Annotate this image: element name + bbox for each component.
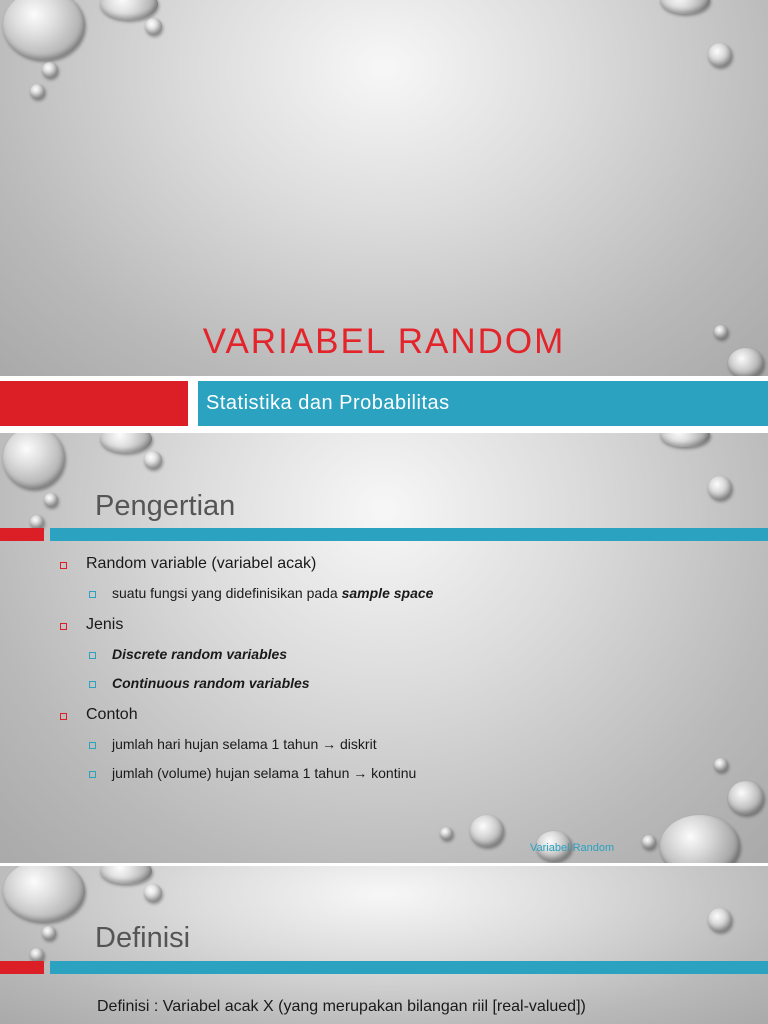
water-drop xyxy=(100,0,158,20)
water-drop xyxy=(42,926,56,940)
water-drop xyxy=(3,0,85,60)
water-drop xyxy=(144,884,162,902)
water-drop xyxy=(3,866,85,922)
sub-bullet-item xyxy=(86,675,738,706)
water-drop xyxy=(440,827,453,840)
bullet-square-icon xyxy=(89,771,96,778)
water-drop xyxy=(144,451,162,469)
bullet-square-icon xyxy=(60,623,67,630)
water-drop xyxy=(100,866,152,884)
bullet-square-icon xyxy=(89,681,96,688)
bullet-item xyxy=(58,706,738,736)
water-drop xyxy=(3,433,65,489)
sub-bullet-item xyxy=(86,765,738,795)
sub-bullet-emphasis: Continuous random variables xyxy=(112,675,310,691)
bullet-square-icon xyxy=(89,652,96,659)
water-drop xyxy=(660,0,710,14)
water-drop xyxy=(145,18,162,35)
bullet-text: Random variable (variabel acak) xyxy=(86,555,317,572)
water-drop xyxy=(660,815,740,863)
bullet-item xyxy=(58,555,738,585)
sub-bullet-emphasis: Discrete random variables xyxy=(112,646,288,662)
bullet-square-icon xyxy=(89,742,96,749)
sub-bullet-text: jumlah hari hujan selama 1 tahun → diskrit xyxy=(112,736,377,752)
section-blue-bar xyxy=(50,528,768,541)
water-drop xyxy=(708,908,732,932)
sub-bullet-item xyxy=(86,585,738,616)
sub-bullet-text: suatu fungsi yang didefinisikan pada xyxy=(112,585,342,601)
water-drop xyxy=(470,815,504,847)
section-red-bar xyxy=(0,961,44,974)
section-title: Pengertian xyxy=(95,490,236,522)
bullet-list xyxy=(58,555,738,795)
water-drop xyxy=(708,476,732,500)
water-drop xyxy=(660,433,710,447)
sub-bullet-text: jumlah (volume) hujan selama 1 tahun → kontinu xyxy=(112,765,417,781)
water-drop xyxy=(100,433,152,453)
slide-footer: Variabel Random xyxy=(530,842,615,854)
section-red-bar xyxy=(0,528,44,541)
definition-text: Definisi : Variabel acak X (yang merupakan bilangan riil [real-valued]) xyxy=(97,998,586,1015)
bullet-text: Contoh xyxy=(86,706,138,723)
water-drop xyxy=(42,62,58,78)
bullet-text: Jenis xyxy=(86,616,124,633)
title-red-bar xyxy=(0,381,188,426)
title-slide xyxy=(0,0,768,376)
sub-bullet-item xyxy=(86,736,738,765)
section-blue-bar xyxy=(50,961,768,974)
water-drop xyxy=(44,493,58,507)
section-title: Definisi xyxy=(95,922,191,954)
slide-subtitle: Statistika dan Probabilitas xyxy=(206,392,450,414)
bullet-square-icon xyxy=(60,713,67,720)
water-drop xyxy=(30,515,44,529)
water-drop xyxy=(642,835,656,849)
slide-title: VARIABEL RANDOM xyxy=(202,322,566,361)
water-drop xyxy=(708,43,732,67)
sub-bullet-emphasis: sample space xyxy=(341,585,434,601)
sub-bullet-item xyxy=(86,646,738,675)
water-drop xyxy=(30,84,45,99)
bullet-item xyxy=(58,616,738,646)
bullet-square-icon xyxy=(60,562,67,569)
bullet-square-icon xyxy=(89,591,96,598)
water-drop xyxy=(30,948,44,962)
